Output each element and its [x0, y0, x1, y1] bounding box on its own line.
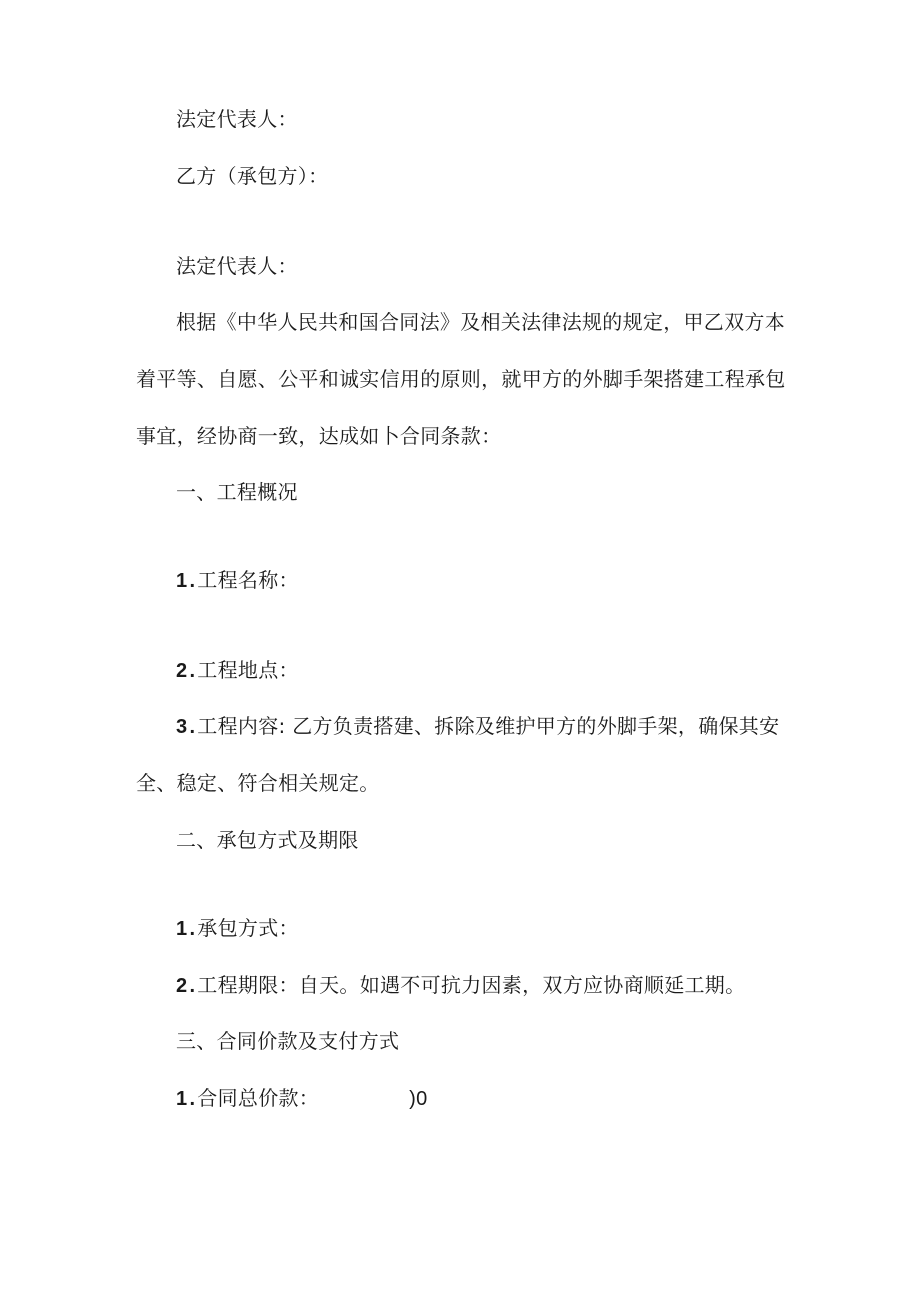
section-heading: 二、承包方式及期限 — [176, 828, 359, 852]
clause-item: 1 . 合同总价款： )0 — [176, 1086, 428, 1110]
clause-item: 1 . 承包方式： — [176, 916, 299, 940]
preamble-line: 事宜，经协商一致，达成如卜合同条款： — [136, 424, 502, 448]
preamble-line: 根据《中华人民共和国合同法》及相关法律法规的规定，甲乙双方本 — [176, 310, 785, 334]
clause-text: 工程地点： — [197, 658, 299, 682]
clause-number: 1 — [176, 1088, 188, 1110]
clause-item: 3 . 工程内容: 乙方负责搭建、拆除及维护甲方的外脚手架，确保其安 — [176, 714, 780, 738]
legal-representative-label: 法定代表人： — [176, 254, 298, 278]
clause-item: 1 . 工程名称： — [176, 568, 299, 592]
section-heading: 一、工程概况 — [176, 480, 298, 504]
clause-text: 工程名称： — [197, 568, 299, 592]
section-heading: 三、合同价款及支付方式 — [176, 1029, 400, 1053]
clause-text: 承包方式： — [197, 916, 299, 940]
clause-item: 2 . 工程地点： — [176, 658, 299, 682]
clause-text: 合同总价款： — [197, 1086, 320, 1110]
clause-number: 1 — [176, 918, 188, 940]
clause-number: 2 — [176, 660, 188, 682]
legal-representative-label: 法定代表人： — [176, 107, 298, 131]
clause-number: 1 — [176, 570, 188, 592]
clause-text: 工程内容: 乙方负责搭建、拆除及维护甲方的外脚手架，确保其安 — [197, 714, 780, 738]
party-b-label: 乙方（承包方）： — [176, 164, 329, 188]
preamble-line: 着平等、自愿、公平和诚实信用的原则，就甲方的外脚手架搭建工程承包 — [136, 367, 786, 391]
clause-number: 3 — [176, 716, 188, 738]
clause-trailing-text: )0 — [409, 1088, 428, 1110]
clause-continuation: 全、稳定、符合相关规定。 — [136, 771, 380, 795]
clause-item: 2 . 工程期限：自天。如遇不可抗力因素，双方应协商顺延工期。 — [176, 973, 746, 997]
clause-text: 工程期限：自天。如遇不可抗力因素，双方应协商顺延工期。 — [197, 973, 746, 997]
clause-number: 2 — [176, 975, 188, 997]
